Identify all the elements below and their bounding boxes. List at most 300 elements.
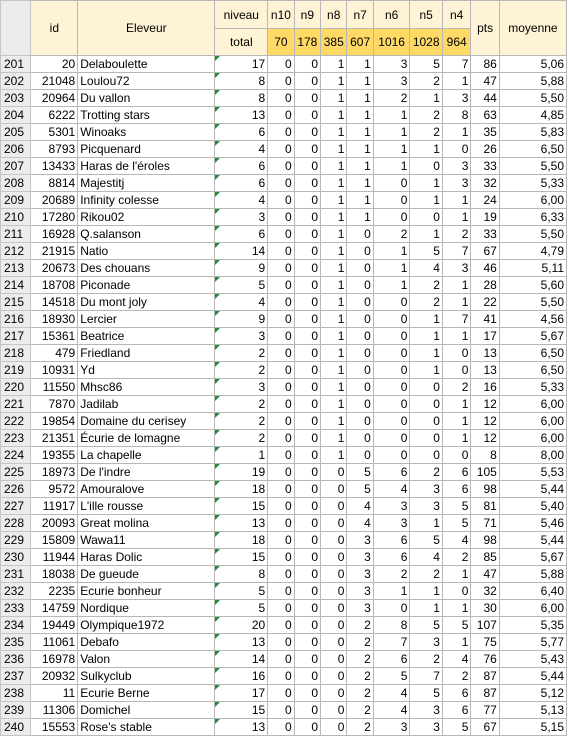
- n6-cell[interactable]: 1: [373, 124, 410, 141]
- n5-cell[interactable]: 1: [410, 362, 443, 379]
- n10-cell[interactable]: 0: [268, 396, 294, 413]
- n4-cell[interactable]: 0: [442, 447, 470, 464]
- n8-cell[interactable]: 0: [321, 600, 347, 617]
- n5-cell[interactable]: 1: [410, 141, 443, 158]
- eleveur-cell[interactable]: Olympique1972: [78, 617, 215, 634]
- eleveur-cell[interactable]: Ecurie Berne: [78, 685, 215, 702]
- id-cell[interactable]: 14759: [31, 600, 78, 617]
- n6-cell[interactable]: 0: [373, 600, 410, 617]
- id-cell[interactable]: 5301: [31, 124, 78, 141]
- n4-cell[interactable]: 6: [442, 685, 470, 702]
- eleveur-cell[interactable]: Debafo: [78, 634, 215, 651]
- n10-cell[interactable]: 0: [268, 345, 294, 362]
- n5-cell[interactable]: 4: [410, 549, 443, 566]
- n7-cell[interactable]: 0: [347, 311, 373, 328]
- n10-cell[interactable]: 0: [268, 362, 294, 379]
- row-number-cell[interactable]: 225: [1, 464, 31, 481]
- id-cell[interactable]: 20: [31, 56, 78, 73]
- n4-cell[interactable]: 3: [442, 175, 470, 192]
- row-number-cell[interactable]: 226: [1, 481, 31, 498]
- pts-cell[interactable]: 47: [471, 566, 499, 583]
- n8-cell[interactable]: 1: [321, 243, 347, 260]
- id-cell[interactable]: 17280: [31, 209, 78, 226]
- n6-cell[interactable]: 1: [373, 277, 410, 294]
- n8-cell[interactable]: 0: [321, 532, 347, 549]
- n7-cell[interactable]: 0: [347, 345, 373, 362]
- n9-cell[interactable]: 0: [294, 294, 320, 311]
- n4-cell[interactable]: 1: [442, 73, 470, 90]
- id-cell[interactable]: 18708: [31, 277, 78, 294]
- n4-cell[interactable]: 0: [442, 583, 470, 600]
- row-number-cell[interactable]: 216: [1, 311, 31, 328]
- n5-cell[interactable]: 2: [410, 566, 443, 583]
- moyenne-cell[interactable]: 6,40: [499, 583, 566, 600]
- pts-cell[interactable]: 75: [471, 634, 499, 651]
- n8-cell[interactable]: 1: [321, 209, 347, 226]
- n7-cell[interactable]: 1: [347, 90, 373, 107]
- niveau-cell[interactable]: 18: [215, 532, 268, 549]
- id-cell[interactable]: 11550: [31, 379, 78, 396]
- row-number-cell[interactable]: 203: [1, 90, 31, 107]
- eleveur-cell[interactable]: Delaboulette: [78, 56, 215, 73]
- n5-cell[interactable]: 1: [410, 226, 443, 243]
- n4-cell[interactable]: 0: [442, 362, 470, 379]
- eleveur-cell[interactable]: Domaine du cerisey: [78, 413, 215, 430]
- n8-cell[interactable]: 1: [321, 362, 347, 379]
- header-n7[interactable]: n7: [347, 1, 373, 29]
- n9-cell[interactable]: 0: [294, 447, 320, 464]
- n4-cell[interactable]: 1: [442, 192, 470, 209]
- n6-cell[interactable]: 1: [373, 583, 410, 600]
- n10-cell[interactable]: 0: [268, 481, 294, 498]
- row-number-cell[interactable]: 240: [1, 719, 31, 736]
- n8-cell[interactable]: 1: [321, 345, 347, 362]
- n10-cell[interactable]: 0: [268, 685, 294, 702]
- eleveur-cell[interactable]: Friedland: [78, 345, 215, 362]
- n6-cell[interactable]: 5: [373, 668, 410, 685]
- n9-cell[interactable]: 0: [294, 651, 320, 668]
- niveau-cell[interactable]: 5: [215, 583, 268, 600]
- header-n5[interactable]: n5: [410, 1, 443, 29]
- n7-cell[interactable]: 1: [347, 56, 373, 73]
- niveau-cell[interactable]: 15: [215, 702, 268, 719]
- row-number-cell[interactable]: 218: [1, 345, 31, 362]
- n5-cell[interactable]: 7: [410, 668, 443, 685]
- niveau-cell[interactable]: 17: [215, 56, 268, 73]
- n7-cell[interactable]: 0: [347, 396, 373, 413]
- moyenne-cell[interactable]: 5,40: [499, 498, 566, 515]
- niveau-cell[interactable]: 15: [215, 498, 268, 515]
- n7-cell[interactable]: 0: [347, 243, 373, 260]
- n9-cell[interactable]: 0: [294, 515, 320, 532]
- n7-cell[interactable]: 0: [347, 413, 373, 430]
- pts-cell[interactable]: 12: [471, 396, 499, 413]
- n6-cell[interactable]: 0: [373, 175, 410, 192]
- niveau-cell[interactable]: 9: [215, 311, 268, 328]
- n10-cell[interactable]: 0: [268, 209, 294, 226]
- id-cell[interactable]: 15809: [31, 532, 78, 549]
- row-number-cell[interactable]: 207: [1, 158, 31, 175]
- n4-cell[interactable]: 1: [442, 328, 470, 345]
- row-number-cell[interactable]: 222: [1, 413, 31, 430]
- n10-cell[interactable]: 0: [268, 634, 294, 651]
- row-number-cell[interactable]: 202: [1, 73, 31, 90]
- niveau-cell[interactable]: 2: [215, 345, 268, 362]
- n5-cell[interactable]: 1: [410, 515, 443, 532]
- row-number-cell[interactable]: 229: [1, 532, 31, 549]
- niveau-cell[interactable]: 13: [215, 107, 268, 124]
- n5-cell[interactable]: 0: [410, 447, 443, 464]
- n9-cell[interactable]: 0: [294, 90, 320, 107]
- n5-cell[interactable]: 4: [410, 260, 443, 277]
- n6-cell[interactable]: 4: [373, 685, 410, 702]
- moyenne-cell[interactable]: 5,67: [499, 328, 566, 345]
- n4-cell[interactable]: 3: [442, 90, 470, 107]
- n7-cell[interactable]: 3: [347, 600, 373, 617]
- n6-cell[interactable]: 1: [373, 141, 410, 158]
- row-number-cell[interactable]: 230: [1, 549, 31, 566]
- pts-cell[interactable]: 30: [471, 600, 499, 617]
- n10-cell[interactable]: 0: [268, 243, 294, 260]
- pts-cell[interactable]: 98: [471, 481, 499, 498]
- n9-cell[interactable]: 0: [294, 311, 320, 328]
- n4-cell[interactable]: 1: [442, 396, 470, 413]
- n4-cell[interactable]: 1: [442, 430, 470, 447]
- n9-cell[interactable]: 0: [294, 549, 320, 566]
- moyenne-cell[interactable]: 5,67: [499, 549, 566, 566]
- n5-cell[interactable]: 2: [410, 73, 443, 90]
- row-number-cell[interactable]: 227: [1, 498, 31, 515]
- n6-cell[interactable]: 3: [373, 498, 410, 515]
- n7-cell[interactable]: 0: [347, 328, 373, 345]
- n6-cell[interactable]: 3: [373, 515, 410, 532]
- n5-cell[interactable]: 1: [410, 90, 443, 107]
- n8-cell[interactable]: 0: [321, 634, 347, 651]
- eleveur-cell[interactable]: Valon: [78, 651, 215, 668]
- eleveur-cell[interactable]: Lercier: [78, 311, 215, 328]
- n7-cell[interactable]: 1: [347, 141, 373, 158]
- pts-cell[interactable]: 76: [471, 651, 499, 668]
- total-n4[interactable]: 964: [442, 29, 470, 56]
- moyenne-cell[interactable]: 5,33: [499, 175, 566, 192]
- n10-cell[interactable]: 0: [268, 668, 294, 685]
- n9-cell[interactable]: 0: [294, 226, 320, 243]
- n7-cell[interactable]: 4: [347, 515, 373, 532]
- corner-cell[interactable]: [1, 1, 31, 56]
- n8-cell[interactable]: 1: [321, 141, 347, 158]
- n10-cell[interactable]: 0: [268, 226, 294, 243]
- id-cell[interactable]: 19449: [31, 617, 78, 634]
- niveau-cell[interactable]: 15: [215, 549, 268, 566]
- niveau-cell[interactable]: 8: [215, 73, 268, 90]
- moyenne-cell[interactable]: 6,50: [499, 141, 566, 158]
- n5-cell[interactable]: 2: [410, 294, 443, 311]
- n8-cell[interactable]: 1: [321, 73, 347, 90]
- n4-cell[interactable]: 2: [442, 379, 470, 396]
- n9-cell[interactable]: 0: [294, 107, 320, 124]
- n7-cell[interactable]: 0: [347, 447, 373, 464]
- n9-cell[interactable]: 0: [294, 396, 320, 413]
- n7-cell[interactable]: 0: [347, 260, 373, 277]
- n6-cell[interactable]: 7: [373, 634, 410, 651]
- eleveur-cell[interactable]: De gueude: [78, 566, 215, 583]
- moyenne-cell[interactable]: 5,60: [499, 277, 566, 294]
- id-cell[interactable]: 6222: [31, 107, 78, 124]
- id-cell[interactable]: 19854: [31, 413, 78, 430]
- n10-cell[interactable]: 0: [268, 566, 294, 583]
- pts-cell[interactable]: 13: [471, 345, 499, 362]
- pts-cell[interactable]: 87: [471, 668, 499, 685]
- pts-cell[interactable]: 81: [471, 498, 499, 515]
- id-cell[interactable]: 19355: [31, 447, 78, 464]
- n7-cell[interactable]: 0: [347, 294, 373, 311]
- n5-cell[interactable]: 5: [410, 617, 443, 634]
- niveau-cell[interactable]: 18: [215, 481, 268, 498]
- row-number-cell[interactable]: 219: [1, 362, 31, 379]
- id-cell[interactable]: 11061: [31, 634, 78, 651]
- n4-cell[interactable]: 3: [442, 158, 470, 175]
- n8-cell[interactable]: 0: [321, 583, 347, 600]
- row-number-cell[interactable]: 210: [1, 209, 31, 226]
- moyenne-cell[interactable]: 5,53: [499, 464, 566, 481]
- niveau-cell[interactable]: 3: [215, 328, 268, 345]
- n10-cell[interactable]: 0: [268, 294, 294, 311]
- header-n9[interactable]: n9: [294, 1, 320, 29]
- eleveur-cell[interactable]: Nordique: [78, 600, 215, 617]
- moyenne-cell[interactable]: 4,56: [499, 311, 566, 328]
- n5-cell[interactable]: 1: [410, 345, 443, 362]
- n6-cell[interactable]: 6: [373, 464, 410, 481]
- pts-cell[interactable]: 22: [471, 294, 499, 311]
- n7-cell[interactable]: 3: [347, 549, 373, 566]
- n4-cell[interactable]: 1: [442, 566, 470, 583]
- id-cell[interactable]: 479: [31, 345, 78, 362]
- niveau-cell[interactable]: 20: [215, 617, 268, 634]
- pts-cell[interactable]: 71: [471, 515, 499, 532]
- row-number-cell[interactable]: 237: [1, 668, 31, 685]
- n9-cell[interactable]: 0: [294, 328, 320, 345]
- n10-cell[interactable]: 0: [268, 56, 294, 73]
- n9-cell[interactable]: 0: [294, 685, 320, 702]
- n4-cell[interactable]: 3: [442, 260, 470, 277]
- niveau-cell[interactable]: 3: [215, 209, 268, 226]
- n9-cell[interactable]: 0: [294, 481, 320, 498]
- n5-cell[interactable]: 0: [410, 209, 443, 226]
- pts-cell[interactable]: 12: [471, 430, 499, 447]
- n5-cell[interactable]: 3: [410, 719, 443, 736]
- n7-cell[interactable]: 3: [347, 583, 373, 600]
- moyenne-cell[interactable]: 6,00: [499, 192, 566, 209]
- total-n5[interactable]: 1028: [410, 29, 443, 56]
- pts-cell[interactable]: 47: [471, 73, 499, 90]
- row-number-cell[interactable]: 239: [1, 702, 31, 719]
- n7-cell[interactable]: 2: [347, 668, 373, 685]
- n10-cell[interactable]: 0: [268, 277, 294, 294]
- n7-cell[interactable]: 5: [347, 481, 373, 498]
- n6-cell[interactable]: 0: [373, 379, 410, 396]
- n7-cell[interactable]: 2: [347, 719, 373, 736]
- n4-cell[interactable]: 6: [442, 464, 470, 481]
- id-cell[interactable]: 14518: [31, 294, 78, 311]
- n5-cell[interactable]: 2: [410, 277, 443, 294]
- n8-cell[interactable]: 1: [321, 379, 347, 396]
- n10-cell[interactable]: 0: [268, 90, 294, 107]
- row-number-cell[interactable]: 205: [1, 124, 31, 141]
- niveau-cell[interactable]: 4: [215, 192, 268, 209]
- n8-cell[interactable]: 1: [321, 277, 347, 294]
- eleveur-cell[interactable]: Winoaks: [78, 124, 215, 141]
- n4-cell[interactable]: 2: [442, 549, 470, 566]
- id-cell[interactable]: 20093: [31, 515, 78, 532]
- n7-cell[interactable]: 2: [347, 702, 373, 719]
- eleveur-cell[interactable]: Picquenard: [78, 141, 215, 158]
- id-cell[interactable]: 20673: [31, 260, 78, 277]
- n6-cell[interactable]: 0: [373, 413, 410, 430]
- pts-cell[interactable]: 87: [471, 685, 499, 702]
- n8-cell[interactable]: 1: [321, 192, 347, 209]
- n8-cell[interactable]: 1: [321, 107, 347, 124]
- n9-cell[interactable]: 0: [294, 243, 320, 260]
- n9-cell[interactable]: 0: [294, 345, 320, 362]
- n7-cell[interactable]: 2: [347, 685, 373, 702]
- n7-cell[interactable]: 3: [347, 566, 373, 583]
- n5-cell[interactable]: 2: [410, 107, 443, 124]
- n9-cell[interactable]: 0: [294, 141, 320, 158]
- n10-cell[interactable]: 0: [268, 175, 294, 192]
- n9-cell[interactable]: 0: [294, 379, 320, 396]
- n7-cell[interactable]: 1: [347, 192, 373, 209]
- n7-cell[interactable]: 3: [347, 532, 373, 549]
- moyenne-cell[interactable]: 5,88: [499, 73, 566, 90]
- row-number-cell[interactable]: 236: [1, 651, 31, 668]
- n9-cell[interactable]: 0: [294, 209, 320, 226]
- n6-cell[interactable]: 1: [373, 107, 410, 124]
- n6-cell[interactable]: 1: [373, 158, 410, 175]
- id-cell[interactable]: 16978: [31, 651, 78, 668]
- n10-cell[interactable]: 0: [268, 158, 294, 175]
- total-n7[interactable]: 607: [347, 29, 373, 56]
- n8-cell[interactable]: 0: [321, 668, 347, 685]
- niveau-cell[interactable]: 19: [215, 464, 268, 481]
- id-cell[interactable]: 18930: [31, 311, 78, 328]
- eleveur-cell[interactable]: La chapelle: [78, 447, 215, 464]
- eleveur-cell[interactable]: Q.salanson: [78, 226, 215, 243]
- n4-cell[interactable]: 1: [442, 294, 470, 311]
- pts-cell[interactable]: 17: [471, 328, 499, 345]
- id-cell[interactable]: 18973: [31, 464, 78, 481]
- id-cell[interactable]: 20932: [31, 668, 78, 685]
- n4-cell[interactable]: 5: [442, 719, 470, 736]
- n8-cell[interactable]: 1: [321, 175, 347, 192]
- n9-cell[interactable]: 0: [294, 192, 320, 209]
- moyenne-cell[interactable]: 5,06: [499, 56, 566, 73]
- n4-cell[interactable]: 1: [442, 634, 470, 651]
- header-pts[interactable]: pts: [471, 1, 499, 56]
- n6-cell[interactable]: 0: [373, 311, 410, 328]
- header-id[interactable]: id: [31, 1, 78, 56]
- pts-cell[interactable]: 98: [471, 532, 499, 549]
- row-number-cell[interactable]: 233: [1, 600, 31, 617]
- row-number-cell[interactable]: 224: [1, 447, 31, 464]
- n5-cell[interactable]: 3: [410, 702, 443, 719]
- n10-cell[interactable]: 0: [268, 532, 294, 549]
- n9-cell[interactable]: 0: [294, 124, 320, 141]
- moyenne-cell[interactable]: 5,15: [499, 719, 566, 736]
- moyenne-cell[interactable]: 8,00: [499, 447, 566, 464]
- n10-cell[interactable]: 0: [268, 583, 294, 600]
- n10-cell[interactable]: 0: [268, 719, 294, 736]
- n9-cell[interactable]: 0: [294, 73, 320, 90]
- niveau-cell[interactable]: 6: [215, 175, 268, 192]
- niveau-cell[interactable]: 8: [215, 566, 268, 583]
- pts-cell[interactable]: 32: [471, 175, 499, 192]
- id-cell[interactable]: 11: [31, 685, 78, 702]
- id-cell[interactable]: 13433: [31, 158, 78, 175]
- moyenne-cell[interactable]: 6,33: [499, 209, 566, 226]
- niveau-cell[interactable]: 5: [215, 277, 268, 294]
- eleveur-cell[interactable]: Wawa11: [78, 532, 215, 549]
- n9-cell[interactable]: 0: [294, 277, 320, 294]
- n6-cell[interactable]: 0: [373, 447, 410, 464]
- id-cell[interactable]: 11306: [31, 702, 78, 719]
- moyenne-cell[interactable]: 5,50: [499, 294, 566, 311]
- eleveur-cell[interactable]: Trotting stars: [78, 107, 215, 124]
- n4-cell[interactable]: 1: [442, 413, 470, 430]
- n9-cell[interactable]: 0: [294, 464, 320, 481]
- eleveur-cell[interactable]: Du vallon: [78, 90, 215, 107]
- niveau-cell[interactable]: 13: [215, 634, 268, 651]
- n7-cell[interactable]: 2: [347, 617, 373, 634]
- n8-cell[interactable]: 1: [321, 260, 347, 277]
- id-cell[interactable]: 21351: [31, 430, 78, 447]
- n5-cell[interactable]: 3: [410, 481, 443, 498]
- eleveur-cell[interactable]: Haras Dolic: [78, 549, 215, 566]
- eleveur-cell[interactable]: Loulou72: [78, 73, 215, 90]
- id-cell[interactable]: 10931: [31, 362, 78, 379]
- n5-cell[interactable]: 5: [410, 56, 443, 73]
- n9-cell[interactable]: 0: [294, 668, 320, 685]
- n6-cell[interactable]: 0: [373, 209, 410, 226]
- id-cell[interactable]: 18038: [31, 566, 78, 583]
- eleveur-cell[interactable]: Domichel: [78, 702, 215, 719]
- id-cell[interactable]: 7870: [31, 396, 78, 413]
- pts-cell[interactable]: 28: [471, 277, 499, 294]
- row-number-cell[interactable]: 212: [1, 243, 31, 260]
- moyenne-cell[interactable]: 6,50: [499, 345, 566, 362]
- n5-cell[interactable]: 0: [410, 158, 443, 175]
- eleveur-cell[interactable]: Piconade: [78, 277, 215, 294]
- niveau-cell[interactable]: 6: [215, 158, 268, 175]
- n5-cell[interactable]: 5: [410, 532, 443, 549]
- pts-cell[interactable]: 19: [471, 209, 499, 226]
- niveau-cell[interactable]: 6: [215, 124, 268, 141]
- id-cell[interactable]: 16928: [31, 226, 78, 243]
- niveau-cell[interactable]: 3: [215, 379, 268, 396]
- n7-cell[interactable]: 0: [347, 226, 373, 243]
- header-moyenne[interactable]: moyenne: [499, 1, 566, 56]
- n10-cell[interactable]: 0: [268, 260, 294, 277]
- n9-cell[interactable]: 0: [294, 175, 320, 192]
- n6-cell[interactable]: 6: [373, 549, 410, 566]
- n4-cell[interactable]: 1: [442, 209, 470, 226]
- id-cell[interactable]: 21048: [31, 73, 78, 90]
- row-number-cell[interactable]: 234: [1, 617, 31, 634]
- eleveur-cell[interactable]: Great molina: [78, 515, 215, 532]
- id-cell[interactable]: 20964: [31, 90, 78, 107]
- n8-cell[interactable]: 1: [321, 56, 347, 73]
- n6-cell[interactable]: 3: [373, 56, 410, 73]
- moyenne-cell[interactable]: 5,33: [499, 379, 566, 396]
